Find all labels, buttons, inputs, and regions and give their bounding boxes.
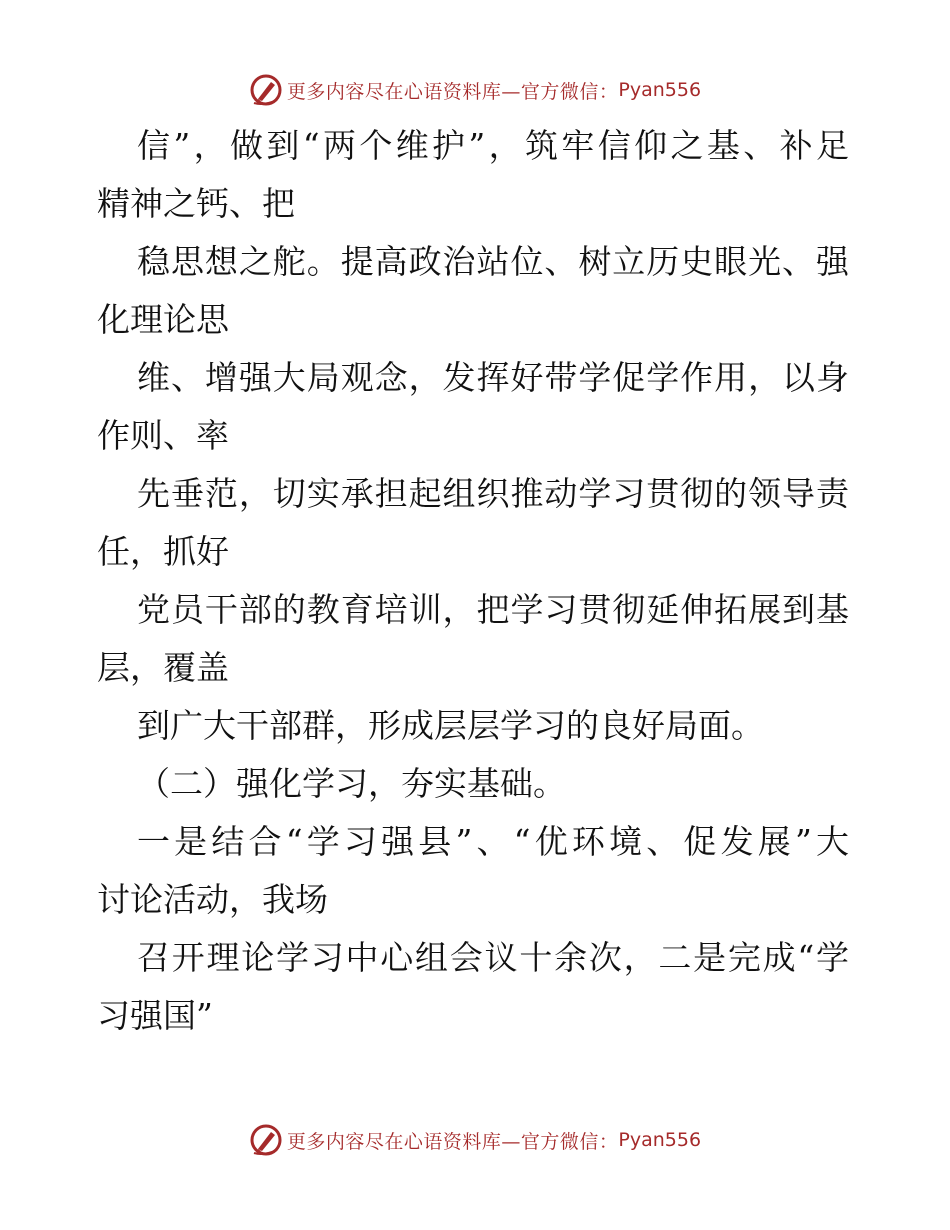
header-watermark-id: Pyan556 (618, 79, 702, 101)
paragraph-line: 召开理论学习中心组会议十余次，二是完成“学 (137, 938, 849, 977)
paragraph-line: 先垂范，切实承担起组织推动学习贯彻的领导责 (137, 474, 849, 513)
paragraph-line: 信”，做到“两个维护”，筑牢信仰之基、补足 (137, 126, 849, 165)
header-watermark (0, 70, 950, 110)
footer-watermark (0, 1120, 950, 1160)
paragraph-line: 讨论活动，我场 (97, 880, 328, 919)
paragraph-line: 化理论思 (97, 300, 229, 339)
paragraph-line: 层，覆盖 (97, 648, 229, 687)
header-watermark-text: 更多内容尽在心语资料库—官方微信： (286, 80, 619, 103)
paragraph-line: 维、增强大局观念，发挥好带学促学作用，以身 (137, 358, 849, 397)
paragraph-line: 作则、率 (97, 416, 229, 455)
pen-logo-icon (249, 1123, 283, 1157)
paragraph-line: 到广大干部群，形成层层学习的良好局面。 (137, 706, 764, 745)
paragraph-line: 精神之钙、把 (97, 184, 295, 223)
footer-watermark-id: Pyan556 (618, 1129, 702, 1151)
paragraph-line: 任，抓好 (97, 532, 229, 571)
paragraph-line: 一是结合“学习强县”、“优环境、促发展”大 (137, 822, 849, 861)
pen-logo-icon (249, 73, 283, 107)
paragraph-line: 稳思想之舵。提高政治站位、树立历史眼光、强 (137, 242, 849, 281)
paragraph-line: 习强国” (97, 996, 213, 1035)
footer-watermark-text: 更多内容尽在心语资料库—官方微信： (286, 1130, 619, 1153)
section-heading: （二）强化学习，夯实基础。 (137, 764, 566, 803)
paragraph-line: 党员干部的教育培训，把学习贯彻延伸拓展到基 (137, 590, 849, 629)
